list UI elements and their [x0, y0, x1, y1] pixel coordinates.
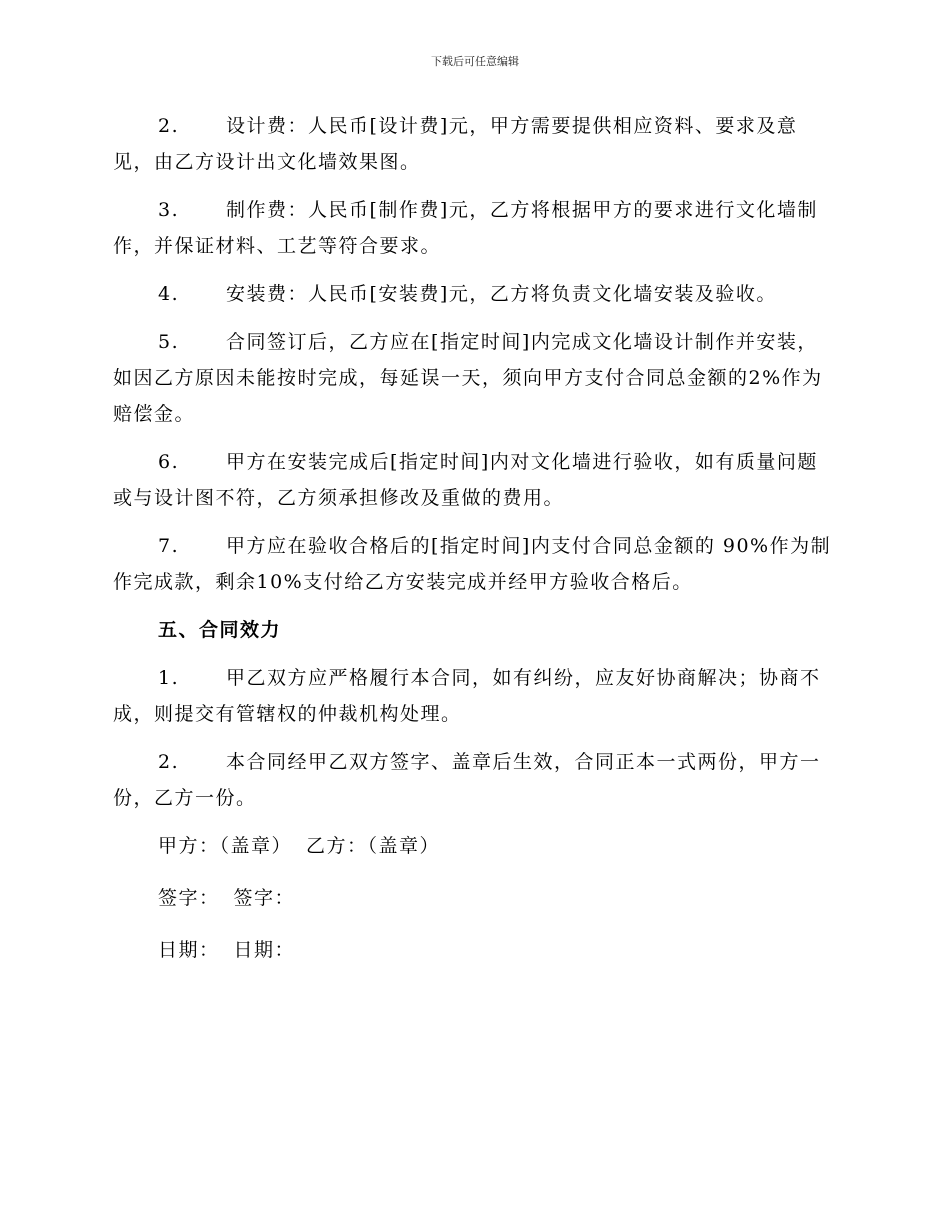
clause-number: 2.	[158, 115, 180, 137]
clause-6-acceptance	[113, 444, 833, 516]
clause-text: 制作费：人民币[制作费]元，乙方将根据甲方的要求进行文化墙制作，并保证材料、工艺等符合要求。	[113, 199, 818, 257]
clause-3-production-fee	[113, 192, 833, 264]
clause-number: 1.	[158, 667, 180, 689]
party-a-seal-label: 甲方：（盖章）	[158, 835, 293, 857]
clause-text: 本合同经甲乙双方签字、盖章后生效，合同正本一式两份，甲方一份，乙方一份。	[113, 751, 821, 809]
party-a-date-label: 日期：	[158, 939, 220, 961]
party-b-seal-label: 乙方：（盖章）	[306, 835, 441, 857]
clause-text: 合同签订后，乙方应在[指定时间]内完成文化墙设计制作并安装，如因乙方原因未能按时完成，每延误一天，须向甲方支付合同总金额的2%作为赔偿金。	[113, 331, 823, 425]
clause-4-installation-fee	[113, 276, 833, 312]
clause-7-payment	[113, 528, 833, 600]
clause-5-schedule	[113, 324, 833, 432]
page-header: 下载后可任意编辑	[431, 55, 519, 68]
clause-number: 7.	[158, 535, 180, 557]
effect-clause-2	[113, 744, 833, 816]
document-body	[113, 108, 833, 984]
effect-clause-1	[113, 660, 833, 732]
signature-party-line	[113, 828, 833, 864]
clause-number: 6.	[158, 451, 180, 473]
clause-number: 3.	[158, 199, 180, 221]
clause-number: 4.	[158, 283, 180, 305]
clause-2-design-fee	[113, 108, 833, 180]
clause-text: 设计费：人民币[设计费]元，甲方需要提供相应资料、要求及意见，由乙方设计出文化墙效果图。	[113, 115, 798, 173]
party-a-sign-label: 签字：	[158, 887, 220, 909]
clause-text: 甲方应在验收合格后的[指定时间]内支付合同总金额的 90%作为制作完成款，剩余10%支付给乙方安装完成并经甲方验收合格后。	[113, 535, 832, 593]
clause-text: 安装费：人民币[安装费]元，乙方将负责文化墙安装及验收。	[226, 283, 777, 305]
signature-sign-line	[113, 880, 833, 916]
party-b-sign-label: 签字：	[233, 887, 296, 909]
signature-date-line	[113, 932, 833, 968]
clause-text: 甲乙双方应严格履行本合同，如有纠纷，应友好协商解决；协商不成，则提交有管辖权的仲裁机构处理。	[113, 667, 821, 725]
clause-number: 5.	[158, 331, 180, 353]
clause-text: 甲方在安装完成后[指定时间]内对文化墙进行验收，如有质量问题或与设计图不符，乙方须承担修改及重做的费用。	[113, 451, 818, 509]
clause-number: 2.	[158, 751, 180, 773]
party-b-date-label: 日期：	[233, 939, 296, 961]
section-5-heading: 五、合同效力	[158, 619, 282, 641]
